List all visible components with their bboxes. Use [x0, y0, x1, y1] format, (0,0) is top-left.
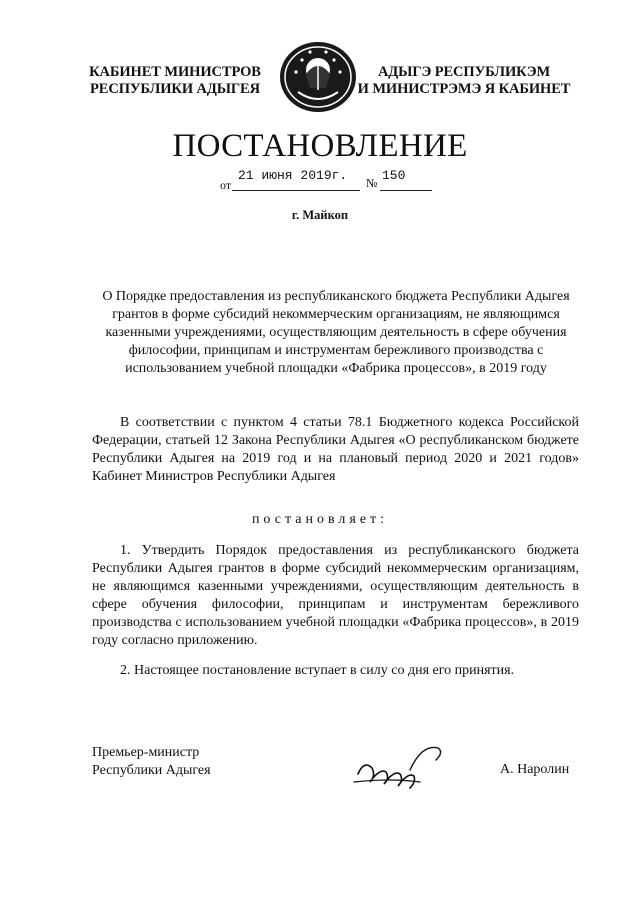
- header-right-line2: И МИНИСТРЭМЭ Я КАБИНЕТ: [357, 81, 571, 97]
- signatory-position-line1: Премьер-министр: [92, 745, 200, 760]
- preamble-paragraph: В соответствии с пунктом 4 статьи 78.1 Бюджетного кодекса Российской Федерации, статьей 12 Закона Республики Адыгея «О республиканском бюджете Республики Адыгея на 2019 год и на плановый период 2020 и 2021 годов» Кабинет Министров Республики Адыгея: [92, 415, 579, 484]
- signatory-position-line2: Республики Адыгея: [92, 763, 211, 778]
- document-title: ПОСТАНОВЛЕНИЕ: [172, 128, 468, 164]
- date-value: 21 июня 2019г.: [238, 168, 348, 183]
- document-subject: О Порядке предоставления из республиканского бюджета Республики Адыгея грантов в форме субсидий некоммерческим организациям, не являющимся казенными учреждениями, осуществляющим деятельность в сфере обучения философии, принципам и инструментам бережливого производства с использованием учебной площадки «Фабрика процессов», в 2019 году: [102, 289, 570, 376]
- city: г. Майкоп: [291, 208, 349, 222]
- number-label: №: [366, 176, 378, 190]
- date-label: от: [220, 178, 232, 192]
- item-paragraph-1: 1. Утвердить Порядок предоставления из республиканского бюджета Республики Адыгея грантов в форме субсидий некоммерческим организациям, не являющимся казенными учреждениями, осуществляющим деятельность в сфере обучения философии, принципам и инструментам бережливого производства с использованием учебной площадки «Фабрика процессов», в 2019 году согласно приложению.: [92, 543, 579, 648]
- handwritten-signature-icon: [350, 738, 450, 794]
- number-value: 150: [382, 168, 406, 183]
- date-underline: [232, 190, 360, 191]
- header-left: [80, 64, 270, 98]
- signatory-name: А. Наролин: [500, 762, 570, 777]
- signatory-position: [92, 744, 211, 780]
- header-left-line2: РЕСПУБЛИКИ АДЫГЕЯ: [90, 81, 260, 97]
- resolves-heading: постановляет:: [251, 512, 389, 527]
- header-left-line1: КАБИНЕТ МИНИСТРОВ: [89, 64, 261, 80]
- coat-of-arms-icon: [276, 40, 360, 114]
- item-paragraph-2: 2. Настоящее постановление вступает в силу со дня его принятия.: [120, 663, 515, 678]
- header-right-line1: АДЫГЭ РЕСПУБЛИКЭМ: [377, 64, 551, 80]
- number-underline: [380, 190, 432, 191]
- header-right: [356, 64, 572, 98]
